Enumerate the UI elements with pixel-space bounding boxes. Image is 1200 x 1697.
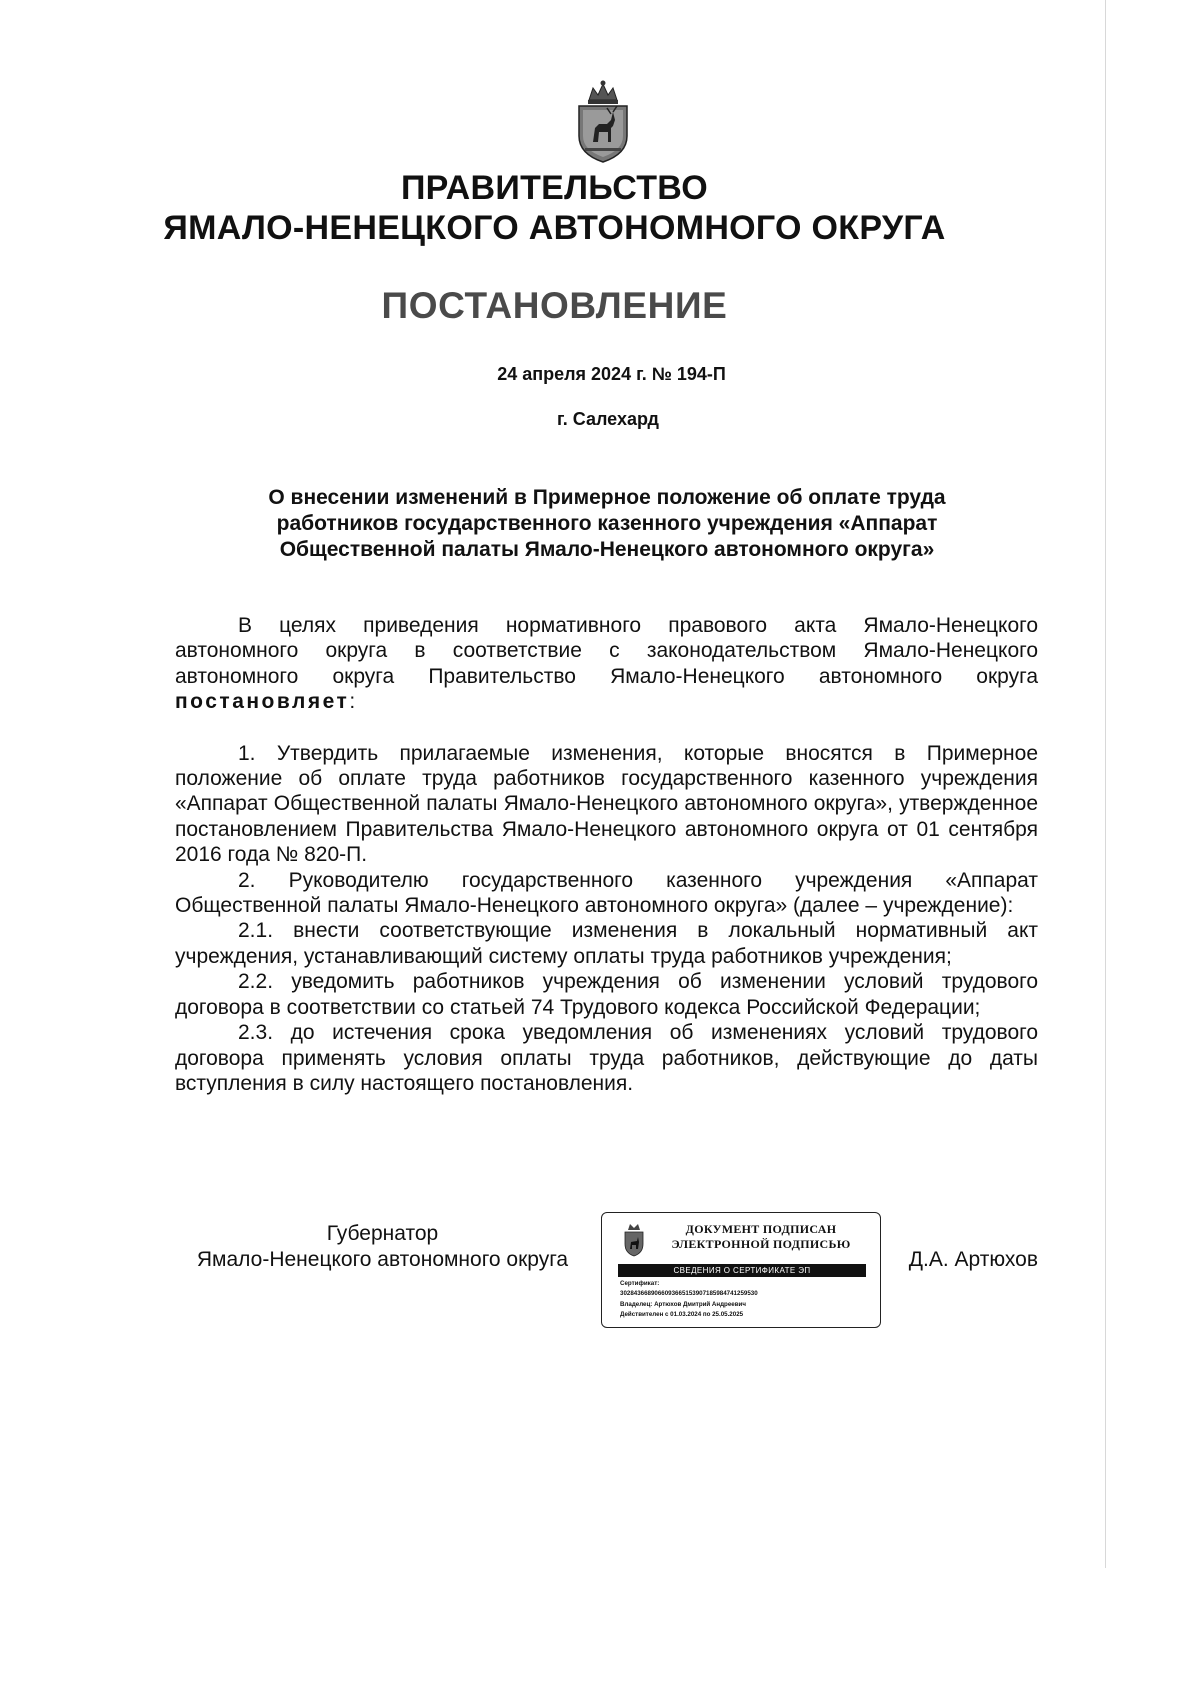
- stamp-heading-line: ДОКУМЕНТ ПОДПИСАН: [685, 1222, 837, 1236]
- government-name-line2: ЯМАЛО-НЕНЕЦКОГО АВТОНОМНОГО ОКРУГА: [163, 209, 946, 247]
- government-name-line1: ПРАВИТЕЛЬСТВО: [400, 169, 709, 207]
- item-paragraph: 1. Утвердить прилагаемые изменения, которые вносятся в Примерное положение об оплате труда работников государственного казенного учреждения «Аппарат Общественной палаты Ямало-Ненецкого автономного округа», утвержденное постановлением Правительства Ямало-Ненецкого автономного округа от 01 сентября 2016 года № 820-П.: [175, 741, 1038, 867]
- signatory-position: [175, 1221, 590, 1273]
- certificate-owner: Владелец: Артюхов Дмитрий Андреевич: [620, 1300, 746, 1308]
- electronic-signature-stamp: [601, 1212, 881, 1328]
- document-body: [175, 613, 1038, 1096]
- stamp-coat-of-arms-icon: [622, 1222, 646, 1258]
- preamble-text: В целях приведения нормативного правового акта Ямало-Ненецкого автономного округа в соответствие с законодательством Ямало-Ненецкого автономного округа Правительство Ямало-Ненецкого автономного округа: [175, 614, 1038, 688]
- certificate-details: [620, 1279, 870, 1321]
- certificate-number: 3028436689066093665153907185984741259530: [620, 1290, 758, 1298]
- resolution-keyword: постановляет: [175, 690, 350, 714]
- certificate-validity: Действителен с 01.03.2024 по 25.05.2025: [620, 1311, 744, 1319]
- document-title: [176, 485, 1038, 563]
- stamp-heading: [654, 1222, 868, 1252]
- signatory-name: Д.А. Артюхов: [908, 1248, 1038, 1271]
- document-title-line: Общественной палаты Ямало-Ненецкого автономного округа»: [279, 538, 935, 561]
- stamp-heading-line: ЭЛЕКТРОННОЙ ПОДПИСЬЮ: [671, 1237, 851, 1251]
- item-paragraph: 2.1. внести соответствующие изменения в локальный нормативный акт учреждения, устанавливающий систему оплаты труда работников учреждения;: [175, 919, 1038, 968]
- document-title-line: работников государственного казенного учреждения «Аппарат: [276, 512, 938, 535]
- certificate-label: Сертификат:: [620, 1280, 660, 1287]
- certificate-info-bar: СВЕДЕНИЯ О СЕРТИФИКАТЕ ЭП: [618, 1264, 866, 1277]
- signatory-title: Губернатор: [326, 1222, 439, 1245]
- city: г. Салехард: [557, 409, 659, 429]
- preamble-colon: :: [349, 690, 356, 714]
- date-and-number: 24 апреля 2024 г. № 194-П: [497, 364, 726, 384]
- item-paragraph: 2.3. до истечения срока уведомления об изменениях условий трудового договора применять условия оплаты труда работников, действующие до даты вступления в силу настоящего постановления.: [175, 1021, 1038, 1095]
- item-paragraph: 2.2. уведомить работников учреждения об изменении условий трудового договора в соответствии со статьей 74 Трудового кодекса Российской Федерации;: [175, 970, 1038, 1019]
- item-paragraph: 2. Руководителю государственного казенного учреждения «Аппарат Общественной палаты Ямало-Ненецкого автономного округа» (далее – учреждение):: [175, 868, 1038, 918]
- document-type: ПОСТАНОВЛЕНИЕ: [381, 285, 728, 326]
- coat-of-arms-icon: [573, 78, 633, 164]
- preamble-paragraph: [175, 613, 1038, 715]
- document-title-line: О внесении изменений в Примерное положение об оплате труда: [268, 486, 946, 509]
- signatory-region: Ямало-Ненецкого автономного округа: [196, 1248, 569, 1271]
